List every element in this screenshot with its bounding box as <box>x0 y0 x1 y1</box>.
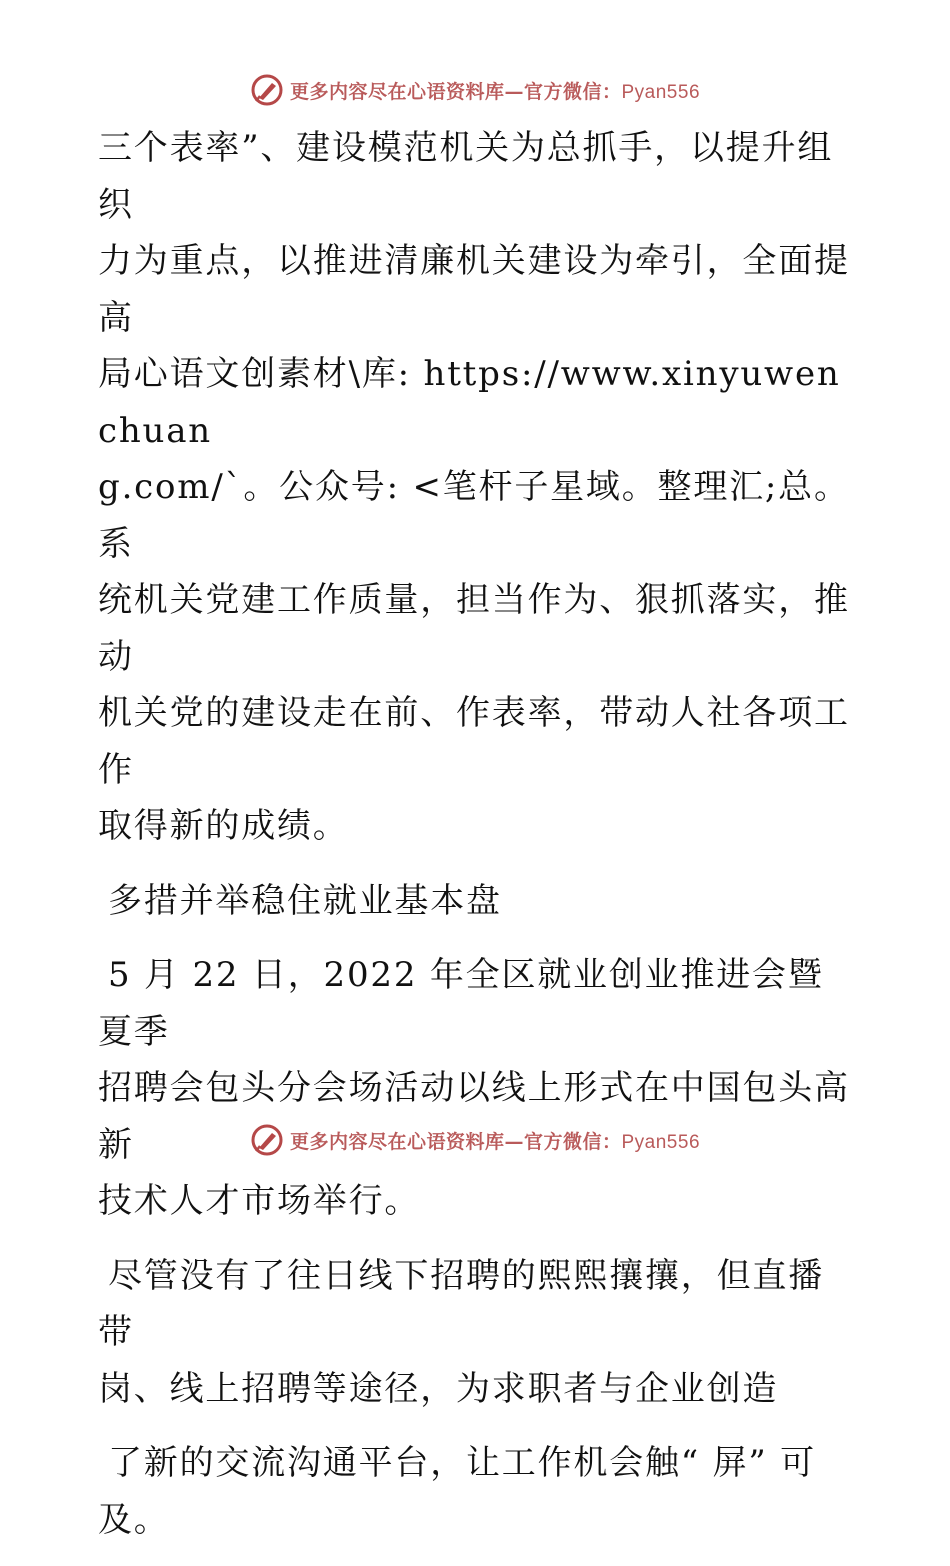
paragraph-1 <box>98 120 858 855</box>
line: 局心语文创素材\库: https://www.xinyuwenchuan <box>98 354 841 451</box>
paragraph-4 <box>98 1248 858 1418</box>
banner-wechat-id: Pyan556 <box>621 1131 701 1153</box>
line: 5 月 22 日，2022 年全区就业创业推进会暨夏季 <box>98 955 824 1052</box>
line: 取得新的成绩。 <box>98 806 349 846</box>
heading-text: 多措并举稳住就业基本盘 <box>108 880 502 921</box>
line: 统机关党建工作质量，担当作为、狠抓落实，推动 <box>98 580 850 677</box>
xinyu-logo-icon <box>250 73 284 107</box>
line: 尽管没有了往日线下招聘的熙熙攘攘，但直播带 <box>98 1255 824 1352</box>
line: 技术人才市场举行。 <box>98 1181 421 1221</box>
line: 及。 <box>98 1499 170 1540</box>
line: 岗、线上招聘等途径，为求职者与企业创造 <box>98 1368 779 1409</box>
line: 三个表率”、建设模范机关为总抓手，以提升组织 <box>98 128 834 225</box>
line: g.com/`。公众号: <笔杆子星域。整理汇;总。系 <box>98 467 850 564</box>
paragraph-3 <box>98 947 858 1230</box>
paragraph-5 <box>98 1435 858 1548</box>
line: 机关党的建设走在前、作表率，带动人社各项工作 <box>98 693 850 790</box>
banner-text: 更多内容尽在心语资料库—官方微信： <box>289 80 622 103</box>
footer-banner <box>0 1120 950 1160</box>
line: 力为重点，以推进清廉机关建设为牵引，全面提高 <box>98 241 850 338</box>
section-heading <box>98 873 858 930</box>
banner-text: 更多内容尽在心语资料库—官方微信： <box>289 1130 622 1153</box>
xinyu-logo-icon <box>250 1123 284 1157</box>
line: 了新的交流沟通平台，让工作机会触“ 屏” 可 <box>108 1443 816 1483</box>
line: 招聘会包头分会场活动以线上形式在中国包头高新 <box>98 1068 850 1165</box>
banner-wechat-id: Pyan556 <box>621 81 701 103</box>
header-banner <box>0 70 950 110</box>
document-body <box>98 120 858 1566</box>
